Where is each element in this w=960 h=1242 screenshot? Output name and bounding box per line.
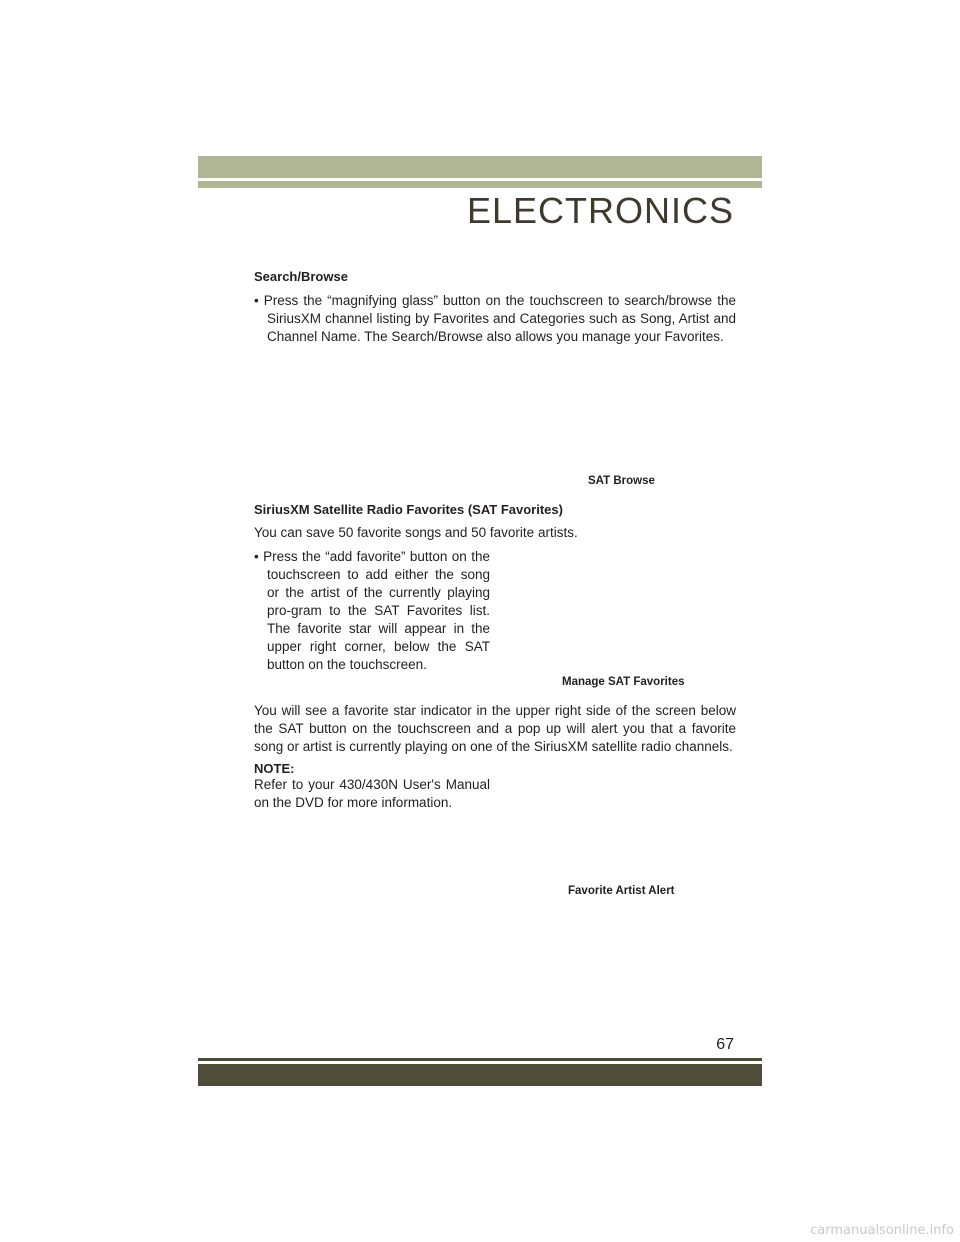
header-band: [198, 156, 762, 178]
add-favorite-bullet: • Press the “add favorite” button on the touchscreen to add either the song or the artist of the currently playing pro-gram to the SAT Favorites list. The favorite star will appear in the upper right corner, below the SAT button on the touchscreen.: [254, 549, 490, 672]
footer-band: [198, 1064, 762, 1086]
sat-favorites-heading: SiriusXM Satellite Radio Favorites (SAT Favorites): [254, 502, 563, 517]
manage-sat-favorites-caption: Manage SAT Favorites: [562, 676, 685, 688]
search-browse-heading: Search/Browse: [254, 269, 348, 284]
section-title: ELECTRONICS: [466, 190, 734, 231]
sat-browse-caption: SAT Browse: [588, 475, 655, 487]
footer-rule: [198, 1058, 762, 1061]
favorite-indicator-paragraph: You will see a favorite star indicator in the upper right side of the screen below the SAT button on the touchscreen and a pop up will alert you that a favorite song or artist is currently playing on one of the SiriusXM satellite radio channels.: [254, 703, 736, 754]
note-label: NOTE:: [254, 761, 295, 776]
favorite-artist-alert-caption: Favorite Artist Alert: [568, 885, 675, 897]
note-text: Refer to your 430/430N User's Manual on the DVD for more information.: [254, 777, 490, 810]
sat-favorites-intro: You can save 50 favorite songs and 50 favorite artists.: [254, 525, 578, 540]
header-rule: [198, 181, 762, 188]
page-number: 67: [716, 1036, 734, 1053]
search-browse-bullet: • Press the “magnifying glass” button on the touchscreen to search/browse the SiriusXM channel listing by Favorites and Categories such as Song, Artist and Channel Name. The Search/Browse also allows you manage your Favorites.: [254, 293, 736, 344]
watermark-text: carmanualsonline.info: [810, 1223, 954, 1238]
